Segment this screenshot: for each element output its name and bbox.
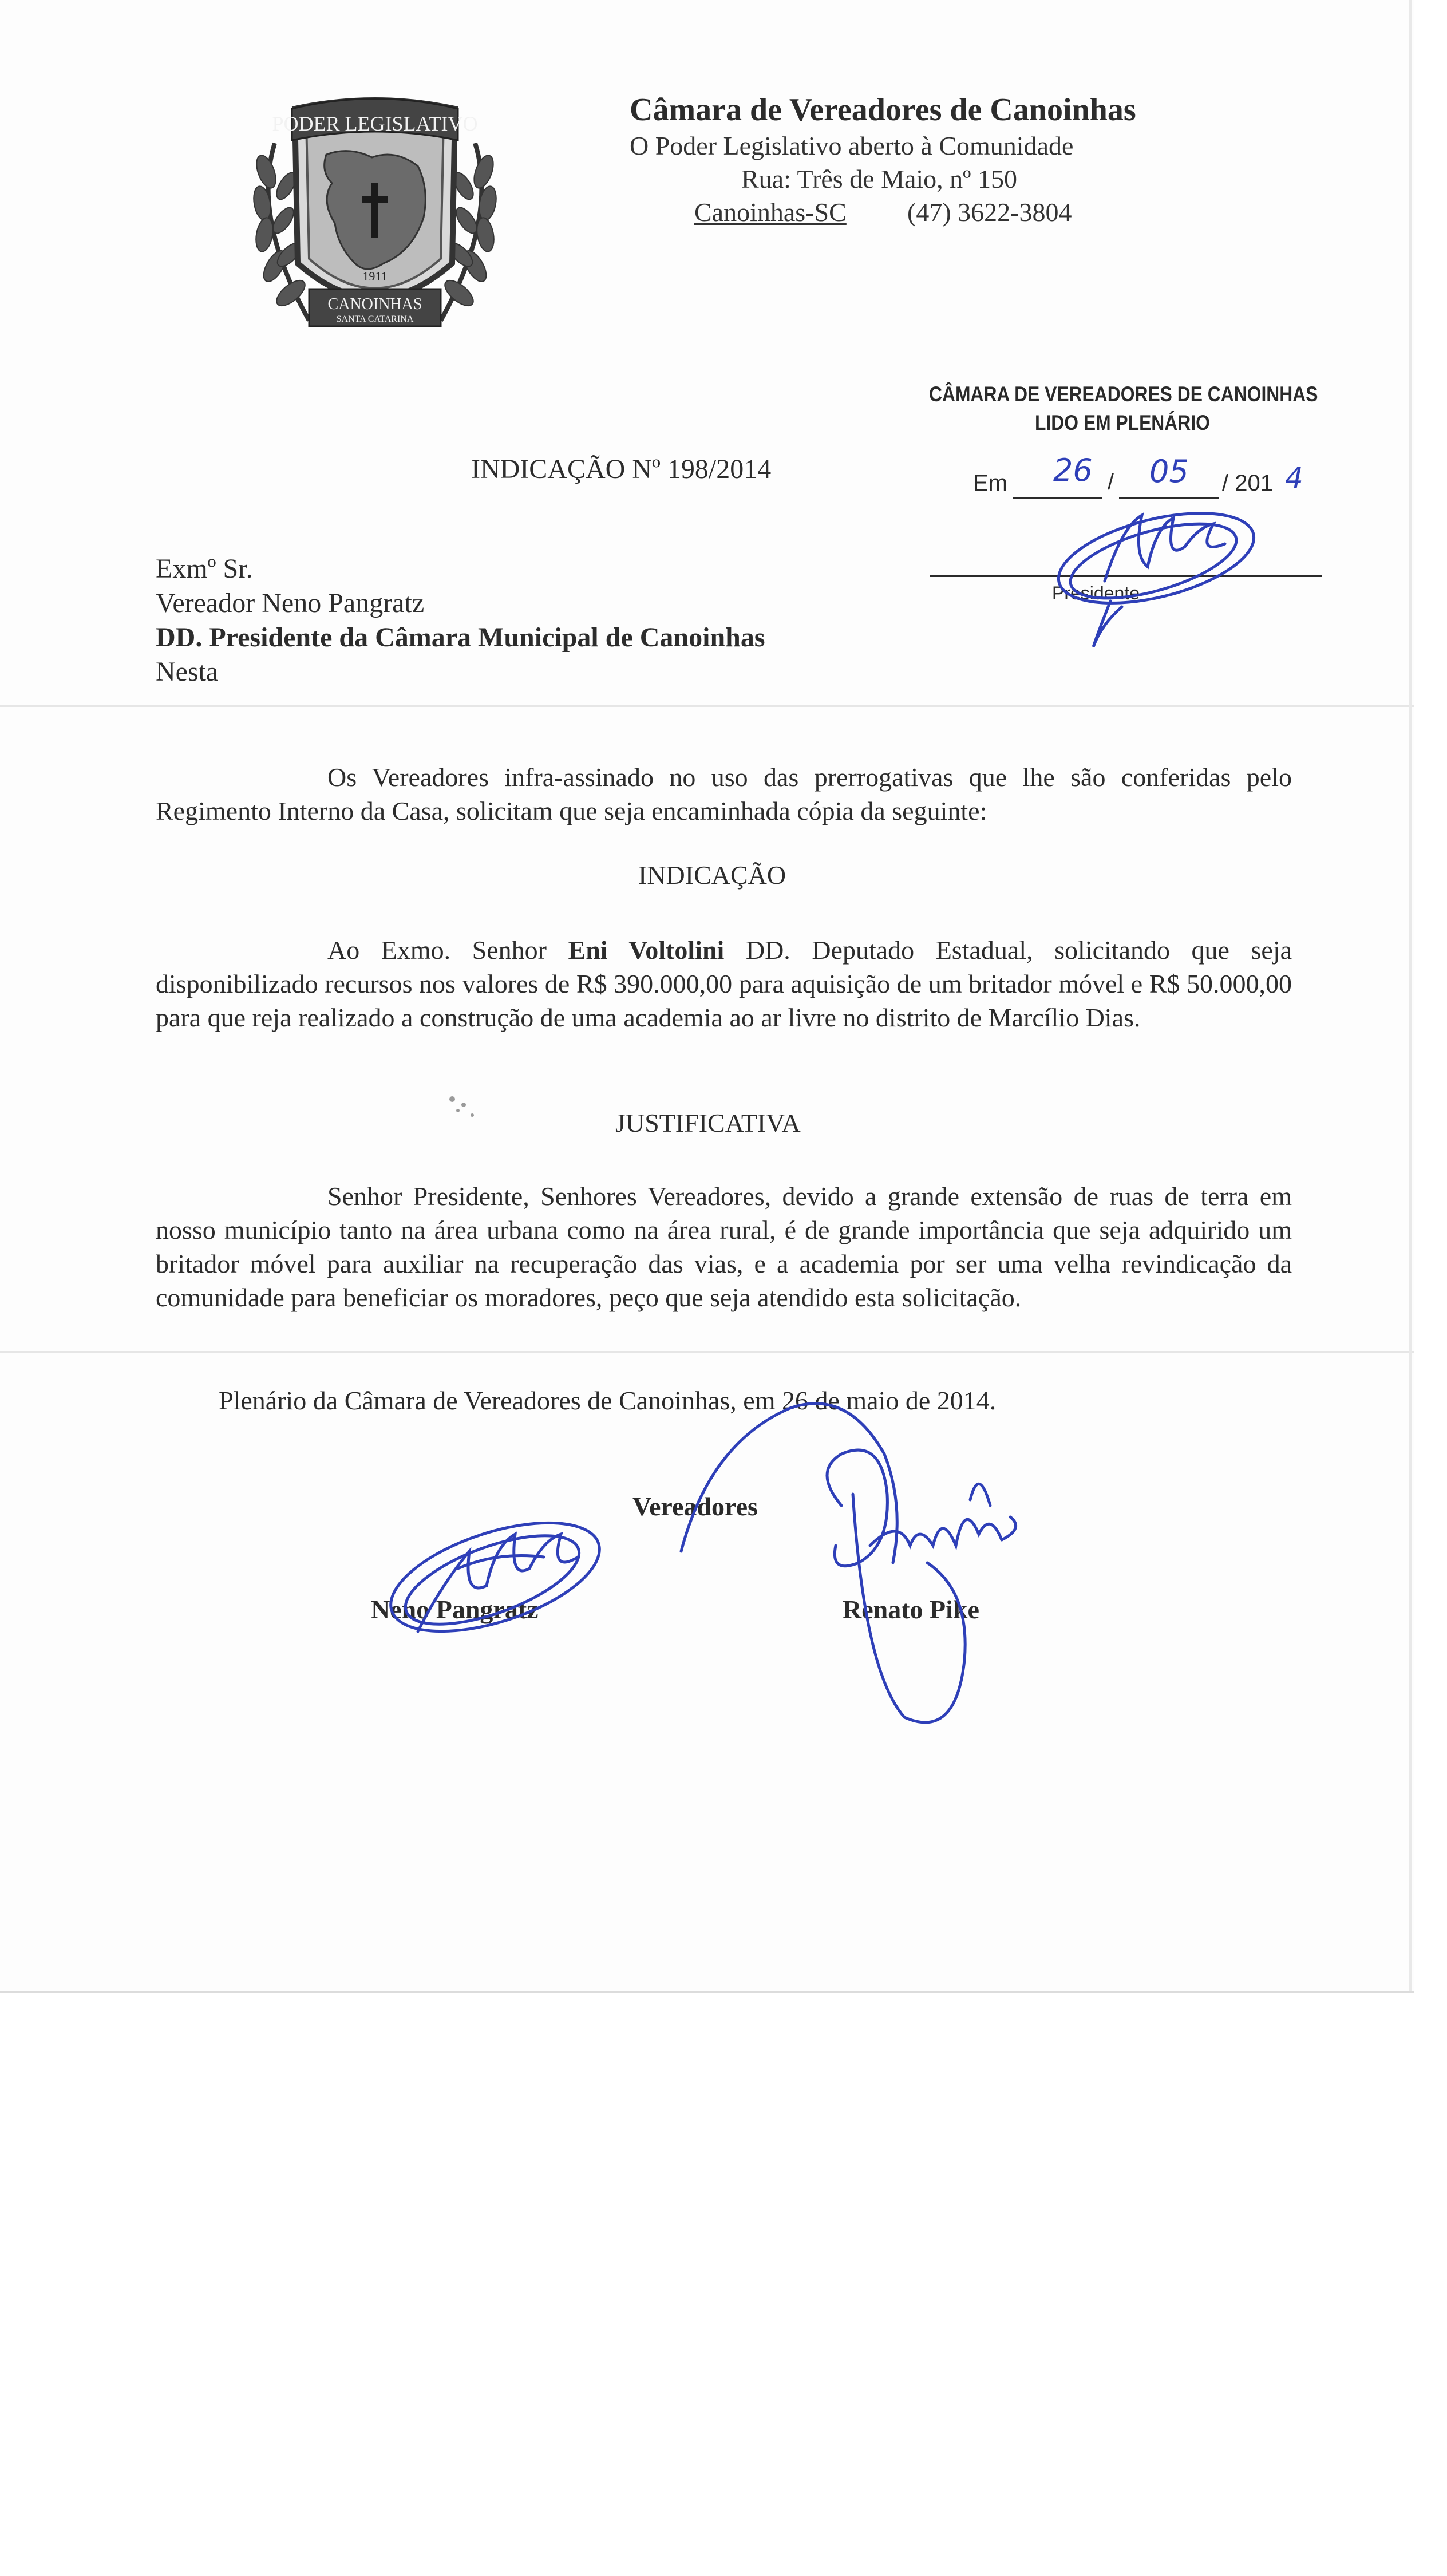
intro-paragraph [156,760,1292,828]
letterhead-address: Rua: Três de Maio, nº 150 [741,164,1017,193]
crest-state: SANTA CATARINA [336,314,414,324]
addressee-location: Nesta [156,657,219,687]
stamp-role-label: Presidente [1052,583,1140,603]
indication-number: INDICAÇÃO Nº 198/2014 [471,454,772,484]
crest-year: 1911 [362,269,388,283]
stamp-separator: / [1108,469,1114,495]
president-signature [1042,492,1271,658]
indication-paragraph [156,933,1292,1034]
signature-renato-pike [658,1374,1070,1746]
signatories-heading: Vereadores [632,1492,758,1521]
letterhead-city: Canoinhas-SC [694,197,847,227]
letterhead-title: Câmara de Vereadores de Canoinhas [630,92,1136,128]
crest-city: CANOINHAS [327,295,422,313]
signatory-1-name: Neno Pangratz [371,1595,539,1624]
scan-fold-line [0,705,1414,707]
justification-paragraph [156,1179,1292,1314]
stamp-year-prefix: / 201 [1222,471,1273,496]
signature-neno-pangratz [372,1500,618,1660]
stamp-line-2: LIDO EM PLENÁRIO [1035,411,1210,434]
scan-speckle [441,1088,509,1133]
crest-logo [240,92,509,343]
indication-body-pre: Ao Exmo. Senhor [327,935,568,965]
letterhead-subtitle: O Poder Legislativo aberto à Comunidade [630,131,1074,160]
indication-body-post: DD. Deputado Estadual, solicitando que seja disponibilizado recursos nos valores de R$ 390.000,00 para aquisição de um britador móvel e R$ 50.000,00 para que reja realizado a construção de uma academia ao ar livre no distrito de Marcílio Dias. [156,935,1292,1032]
stamp-date-label: Em [973,471,1007,496]
justification-heading: JUSTIFICATIVA [615,1108,801,1137]
addressee-title: DD. Presidente da Câmara Municipal de Canoinhas [156,622,765,653]
justification-text: Senhor Presidente, Senhores Vereadores, devido a grande extensão de ruas de terra em nosso município tanto na área urbana como na área rural, é de grande importância que seja adquirido um britador móvel para auxiliar na recuperação das vias, e a academia por ser uma velha revindicação da comunidade para beneficiar os moradores, peço que seja atendido esta solicitação. [156,1182,1292,1312]
stamp-year-digit-handwritten: 4 [1285,461,1303,495]
indication-heading: INDICAÇÃO [638,860,786,890]
page-edge [1409,0,1412,1992]
scan-fold-line [0,1351,1414,1353]
indication-body-name: Eni Voltolini [568,935,725,965]
page-bottom-edge [0,1991,1414,1993]
addressee-salutation: Exmº Sr. [156,554,253,584]
stamp-day-handwritten: 26 [1053,452,1093,488]
signatory-2-name: Renato Pike [843,1595,979,1624]
intro-text: Os Vereadores infra-assinado no uso das prerrogativas que lhe são conferidas pelo Regimento Interno da Casa, solicitam que seja encaminhada cópia da seguinte: [156,762,1292,825]
stamp-line-1: CÂMARA DE VEREADORES DE CANOINHAS [929,382,1318,406]
stamp-month-handwritten: 05 [1149,453,1189,489]
closing-line: Plenário da Câmara de Vereadores de Canoinhas, em 26 de maio de 2014. [219,1386,997,1415]
crest-banner-text: PODER LEGISLATIVO [272,112,478,135]
addressee-name: Vereador Neno Pangratz [156,588,425,618]
letterhead-phone: (47) 3622-3804 [907,197,1072,227]
